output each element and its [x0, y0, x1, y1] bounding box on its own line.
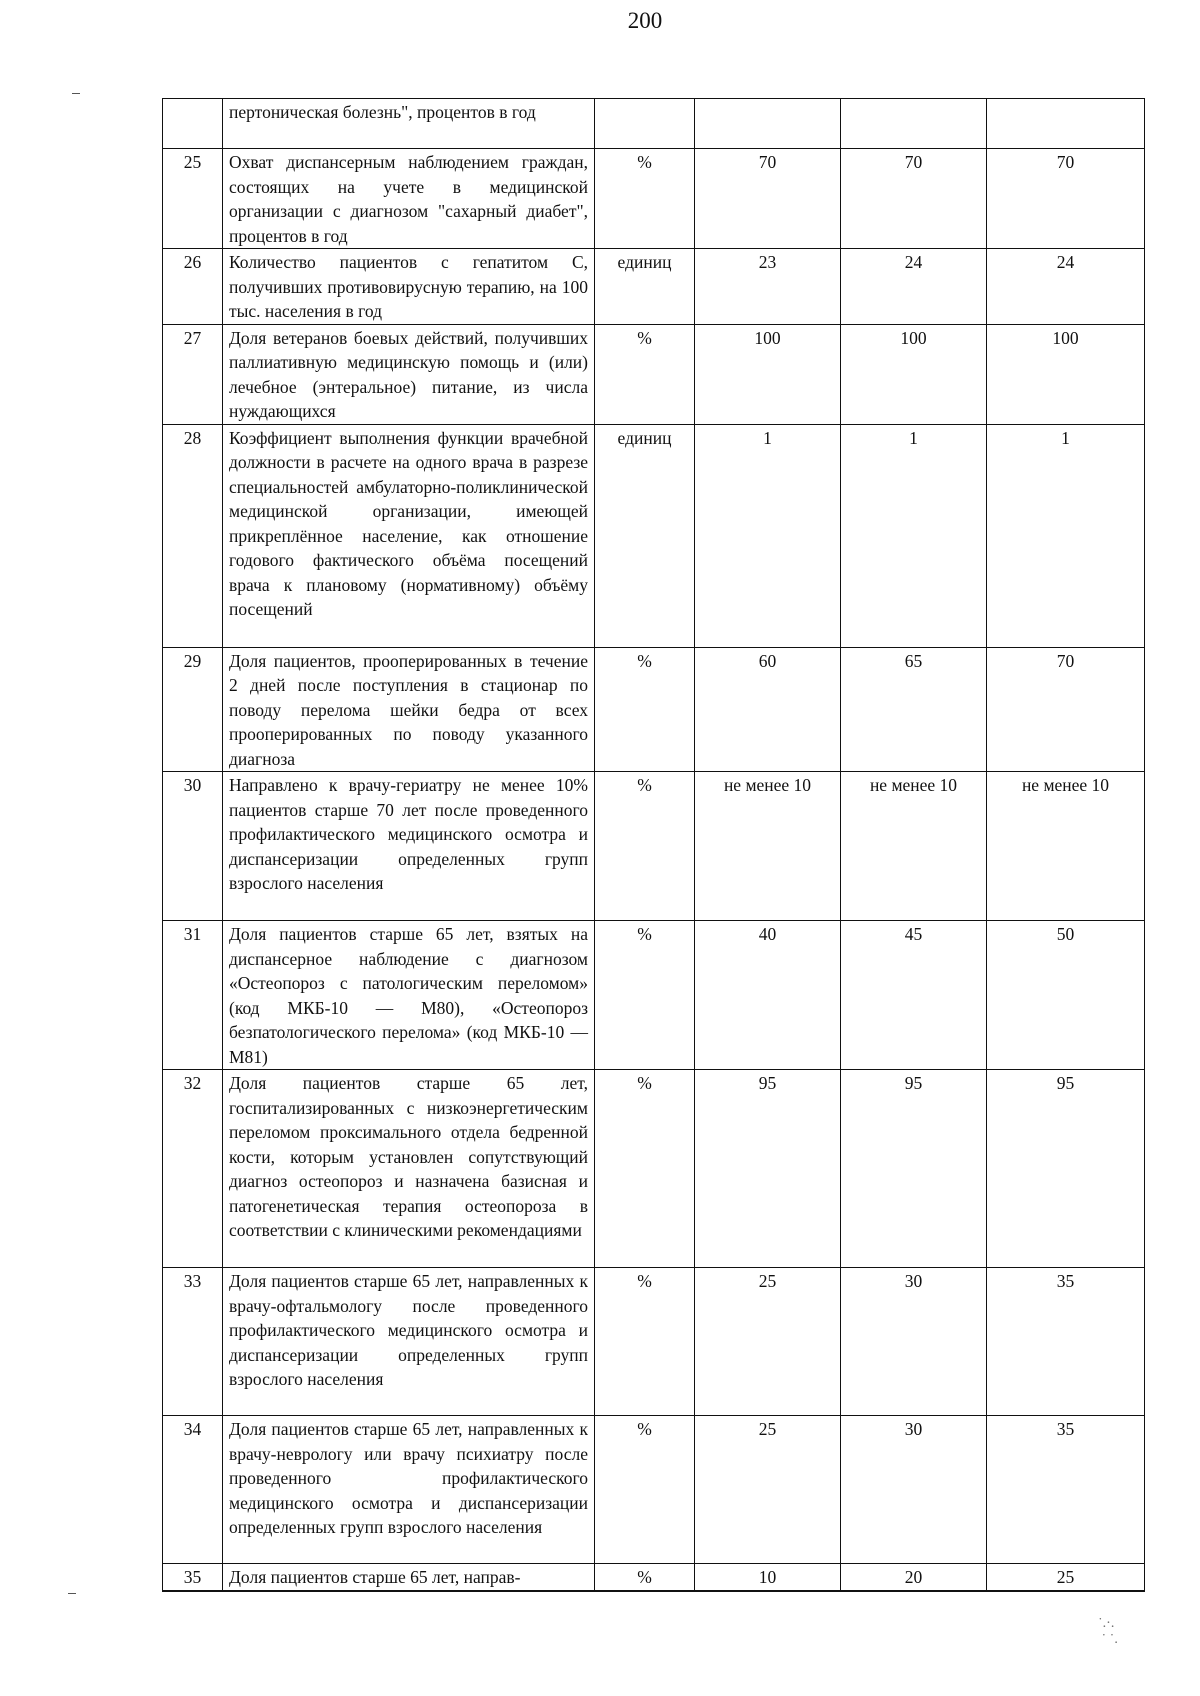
- unit-of-measure: %: [595, 647, 695, 772]
- unit-of-measure: [595, 99, 695, 149]
- value-year-1: 25: [695, 1268, 841, 1416]
- table-row: [163, 324, 1145, 424]
- value-year-2: 45: [841, 921, 987, 1070]
- value-year-1: 1: [695, 424, 841, 647]
- value-year-3: 1: [987, 424, 1145, 647]
- page-number: 200: [627, 8, 663, 33]
- unit-of-measure: %: [595, 1564, 695, 1591]
- table-row: [163, 647, 1145, 772]
- value-year-1: 40: [695, 921, 841, 1070]
- value-year-2: 65: [841, 647, 987, 772]
- value-year-3: 95: [987, 1070, 1145, 1268]
- value-year-2: 24: [841, 249, 987, 325]
- indicator-name: Охват диспансерным наблюдением граждан, состоящих на учете в медицинской организации с диагнозом "сахарный диабет", процентов в год: [223, 149, 595, 249]
- scan-margin-mark: [68, 1593, 76, 1594]
- value-year-2: [841, 99, 987, 149]
- unit-of-measure: %: [595, 1070, 695, 1268]
- table-row: [163, 1070, 1145, 1268]
- unit-of-measure: %: [595, 921, 695, 1070]
- unit-of-measure: единиц: [595, 424, 695, 647]
- indicator-name: Доля пациентов старше 65 лет, направленных к врачу-неврологу или врачу психиатру после проведенного профилактического медицинского осмотра и диспансеризации определенных групп взрослого населения: [223, 1416, 595, 1564]
- table-row: [163, 921, 1145, 1070]
- value-year-3: 35: [987, 1268, 1145, 1416]
- indicator-name: Коэффициент выполнения функции врачебной должности в расчете на одного врача в разрезе специальностей амбулаторно-поликлинической медицинской организации, имеющей прикреплённое население, как отношение годового фактического объёма посещений врача к плановому (нормативному) объёму посещений: [223, 424, 595, 647]
- indicators-table: [162, 98, 1145, 1592]
- table-row: [163, 1416, 1145, 1564]
- indicator-name: Доля пациентов, прооперированных в течение 2 дней после поступления в стационар по поводу перелома шейки бедра от всех прооперированных по поводу указанного диагноза: [223, 647, 595, 772]
- unit-of-measure: %: [595, 1268, 695, 1416]
- value-year-1: 25: [695, 1416, 841, 1564]
- value-year-1: 10: [695, 1564, 841, 1591]
- indicator-name: Доля ветеранов боевых действий, получивших паллиативную медицинскую помощь и (или) лечебное (энтеральное) питание, из числа нуждающихся: [223, 324, 595, 424]
- row-number: 26: [163, 249, 223, 325]
- value-year-2: не менее 10: [841, 772, 987, 921]
- row-number: 27: [163, 324, 223, 424]
- value-year-2: 1: [841, 424, 987, 647]
- value-year-1: 70: [695, 149, 841, 249]
- value-year-2: 70: [841, 149, 987, 249]
- indicator-name: Направлено к врачу-гериатру не менее 10% пациентов старше 70 лет после проведенного профилактического медицинского осмотра и диспансеризации определенных групп взрослого населения: [223, 772, 595, 921]
- table-row: [163, 772, 1145, 921]
- value-year-1: [695, 99, 841, 149]
- value-year-2: 95: [841, 1070, 987, 1268]
- table-body: [163, 99, 1145, 1591]
- unit-of-measure: %: [595, 1416, 695, 1564]
- indicator-name: Доля пациентов старше 65 лет, направленных к врачу-офтальмологу после проведенного профилактического медицинского осмотра и диспансеризации определенных групп взрослого населения: [223, 1268, 595, 1416]
- unit-of-measure: %: [595, 324, 695, 424]
- row-number: 29: [163, 647, 223, 772]
- row-number: 35: [163, 1564, 223, 1591]
- table-row: [163, 424, 1145, 647]
- row-number: 28: [163, 424, 223, 647]
- row-number: [163, 99, 223, 149]
- value-year-1: 100: [695, 324, 841, 424]
- value-year-1: 60: [695, 647, 841, 772]
- value-year-1: не менее 10: [695, 772, 841, 921]
- value-year-2: 30: [841, 1268, 987, 1416]
- row-number: 34: [163, 1416, 223, 1564]
- value-year-3: 25: [987, 1564, 1145, 1591]
- row-number: 32: [163, 1070, 223, 1268]
- table-row: [163, 149, 1145, 249]
- scan-specks: ˙.·. ˙ ˙.: [1098, 1616, 1118, 1647]
- table-row: [163, 99, 1145, 149]
- unit-of-measure: единиц: [595, 249, 695, 325]
- row-number: 33: [163, 1268, 223, 1416]
- value-year-2: 20: [841, 1564, 987, 1591]
- unit-of-measure: %: [595, 772, 695, 921]
- table-row: [163, 1564, 1145, 1591]
- value-year-3: [987, 99, 1145, 149]
- indicator-name: пертоническая болезнь", процентов в год: [223, 99, 595, 149]
- row-number: 25: [163, 149, 223, 249]
- value-year-3: 24: [987, 249, 1145, 325]
- value-year-3: 100: [987, 324, 1145, 424]
- row-number: 31: [163, 921, 223, 1070]
- value-year-1: 23: [695, 249, 841, 325]
- scan-margin-mark: [72, 93, 80, 94]
- table-row: [163, 1268, 1145, 1416]
- value-year-3: 35: [987, 1416, 1145, 1564]
- value-year-3: 50: [987, 921, 1145, 1070]
- value-year-2: 30: [841, 1416, 987, 1564]
- value-year-2: 100: [841, 324, 987, 424]
- value-year-3: не менее 10: [987, 772, 1145, 921]
- indicator-name: Доля пациентов старше 65 лет, взятых на диспансерное наблюдение с диагнозом «Остеопороз с патологическим переломом» (код МКБ-10 — M80), «Остеопороз безпатологического перелома» (код МКБ-10 — M81): [223, 921, 595, 1070]
- value-year-3: 70: [987, 647, 1145, 772]
- table-row: [163, 249, 1145, 325]
- indicator-name: Доля пациентов старше 65 лет, направ-: [223, 1564, 595, 1591]
- unit-of-measure: %: [595, 149, 695, 249]
- value-year-3: 70: [987, 149, 1145, 249]
- indicator-name: Доля пациентов старше 65 лет, госпитализированных с низкоэнергетическим переломом проксимального отдела бедренной кости, которым установлен сопутствующий диагноз остеопороз и назначена базисная и патогенетическая терапия остеопороза в соответствии с клиническими рекомендациями: [223, 1070, 595, 1268]
- row-number: 30: [163, 772, 223, 921]
- indicator-name: Количество пациентов с гепатитом С, получивших противовирусную терапию, на 100 тыс. населения в год: [223, 249, 595, 325]
- value-year-1: 95: [695, 1070, 841, 1268]
